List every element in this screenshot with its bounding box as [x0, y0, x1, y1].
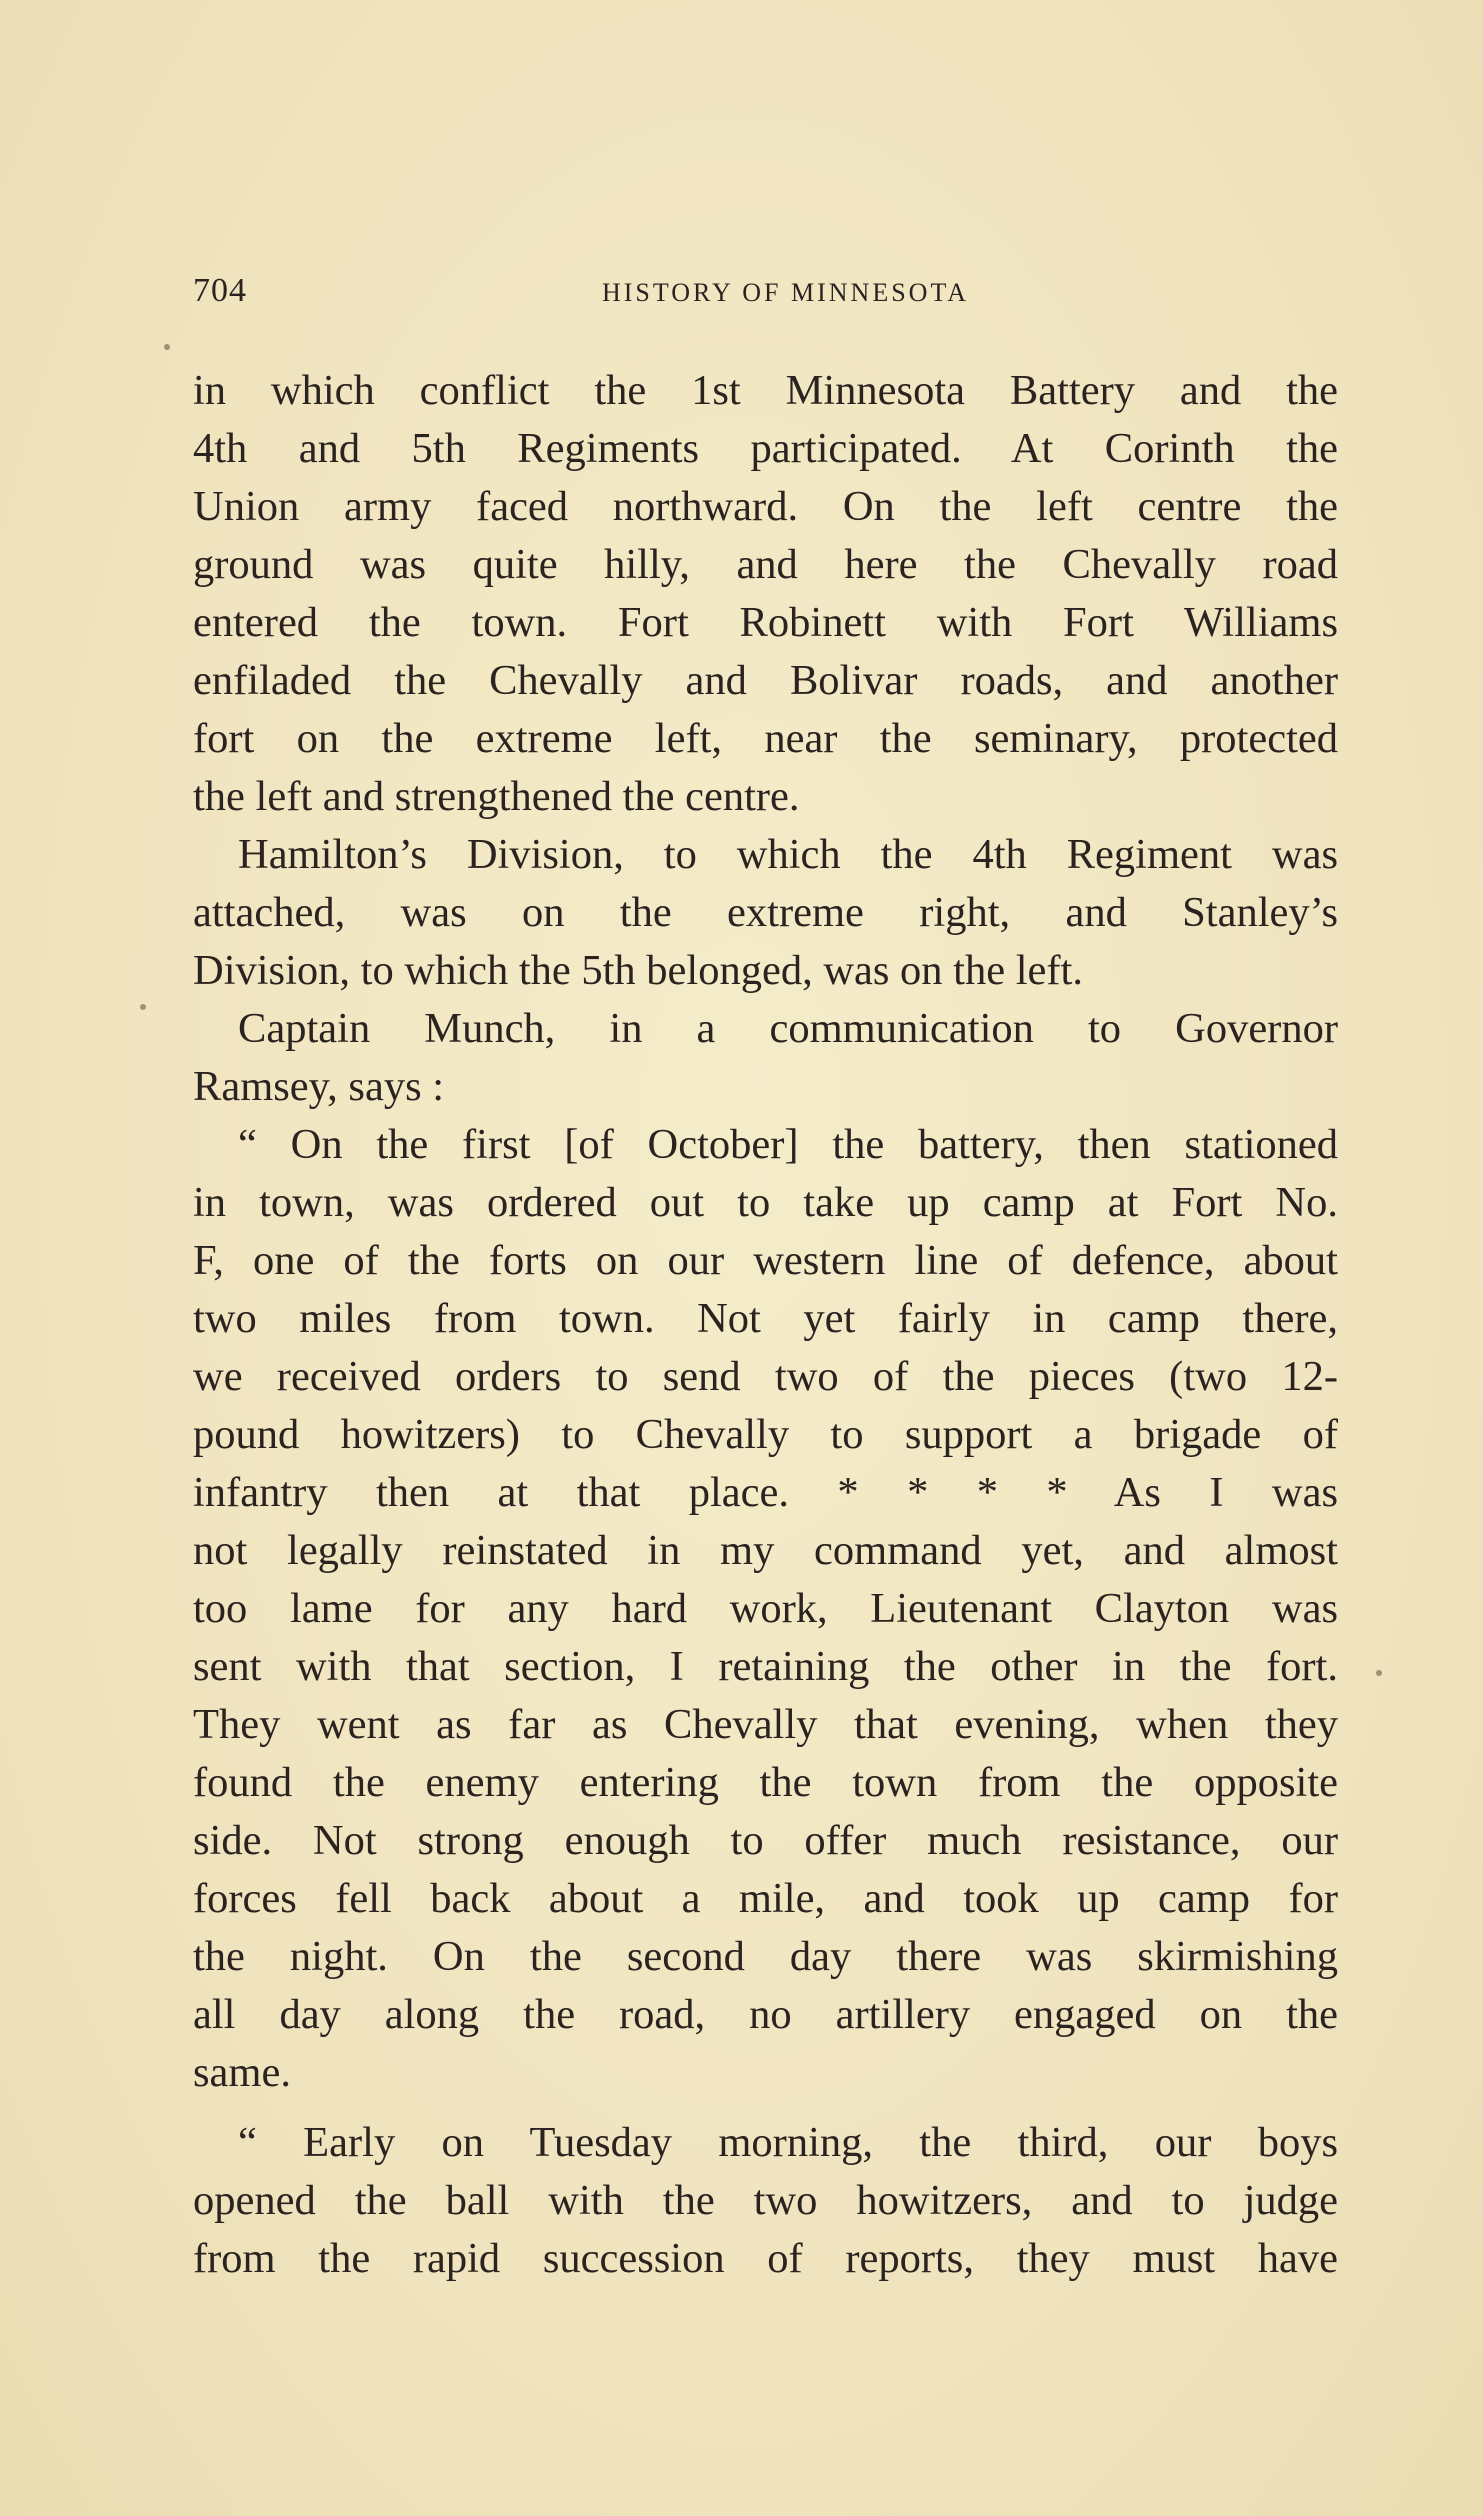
text-line: pound howitzers) to Chevally to support a brigade of [193, 1411, 1338, 1458]
running-head [193, 272, 1338, 322]
paragraph-first-line: Hamilton’s Division, to which the 4th Regiment was [238, 831, 1338, 878]
text-line: we received orders to send two of the pieces (two 12- [193, 1353, 1338, 1400]
text-line: Division, to which the 5th belonged, was on the left. [193, 947, 1083, 994]
text-line: F, one of the forts on our western line of defence, about [193, 1237, 1338, 1284]
text-line: forces fell back about a mile, and took up camp for [193, 1875, 1338, 1922]
text-line: side. Not strong enough to offer much resistance, our [193, 1817, 1338, 1864]
text-line: two miles from town. Not yet fairly in camp there, [193, 1295, 1338, 1342]
paper-speck [1376, 1670, 1382, 1676]
text-line: not legally reinstated in my command yet, and almost [193, 1527, 1338, 1574]
text-line: Union army faced northward. On the left centre the [193, 483, 1338, 530]
text-line: opened the ball with the two howitzers, and to judge [193, 2177, 1338, 2224]
text-line: from the rapid succession of reports, they must have [193, 2235, 1338, 2282]
body-text [193, 362, 1338, 2288]
text-line: entered the town. Fort Robinett with Fort Williams [193, 599, 1338, 646]
text-line: Ramsey, says : [193, 1063, 445, 1110]
text-line: ground was quite hilly, and here the Chevally road [193, 541, 1338, 588]
text-line: same. [193, 2049, 291, 2096]
text-line: in town, was ordered out to take up camp at Fort No. [193, 1179, 1338, 1226]
text-line: the night. On the second day there was skirmishing [193, 1933, 1338, 1980]
text-line: the left and strengthened the centre. [193, 773, 800, 820]
quote-first-line: “ Early on Tuesday morning, the third, our boys [238, 2119, 1338, 2166]
paper-speck [164, 344, 170, 350]
paragraph-first-line: Captain Munch, in a communication to Governor [238, 1005, 1338, 1052]
text-line: attached, was on the extreme right, and Stanley’s [193, 889, 1338, 936]
paper-speck [140, 1004, 146, 1010]
paragraph-gap [193, 2102, 1338, 2114]
page-number: 704 [193, 272, 247, 309]
text-line: all day along the road, no artillery engaged on the [193, 1991, 1338, 2038]
text-line: 4th and 5th Regiments participated. At Corinth the [193, 425, 1338, 472]
text-line: found the enemy entering the town from the opposite [193, 1759, 1338, 1806]
text-line: sent with that section, I retaining the other in the fort. [193, 1643, 1338, 1690]
quote-first-line: “ On the first [of October] the battery, then stationed [238, 1121, 1338, 1168]
text-line: fort on the extreme left, near the seminary, protected [193, 715, 1338, 762]
text-line: They went as far as Chevally that evening, when they [193, 1701, 1338, 1748]
running-title: HISTORY OF MINNESOTA [601, 278, 970, 307]
text-line: too lame for any hard work, Lieutenant Clayton was [193, 1585, 1338, 1632]
text-line: in which conflict the 1st Minnesota Battery and the [193, 367, 1338, 414]
text-line: enfiladed the Chevally and Bolivar roads, and another [193, 657, 1338, 704]
text-line: infantry then at that place. * * * * As I was [193, 1469, 1338, 1516]
